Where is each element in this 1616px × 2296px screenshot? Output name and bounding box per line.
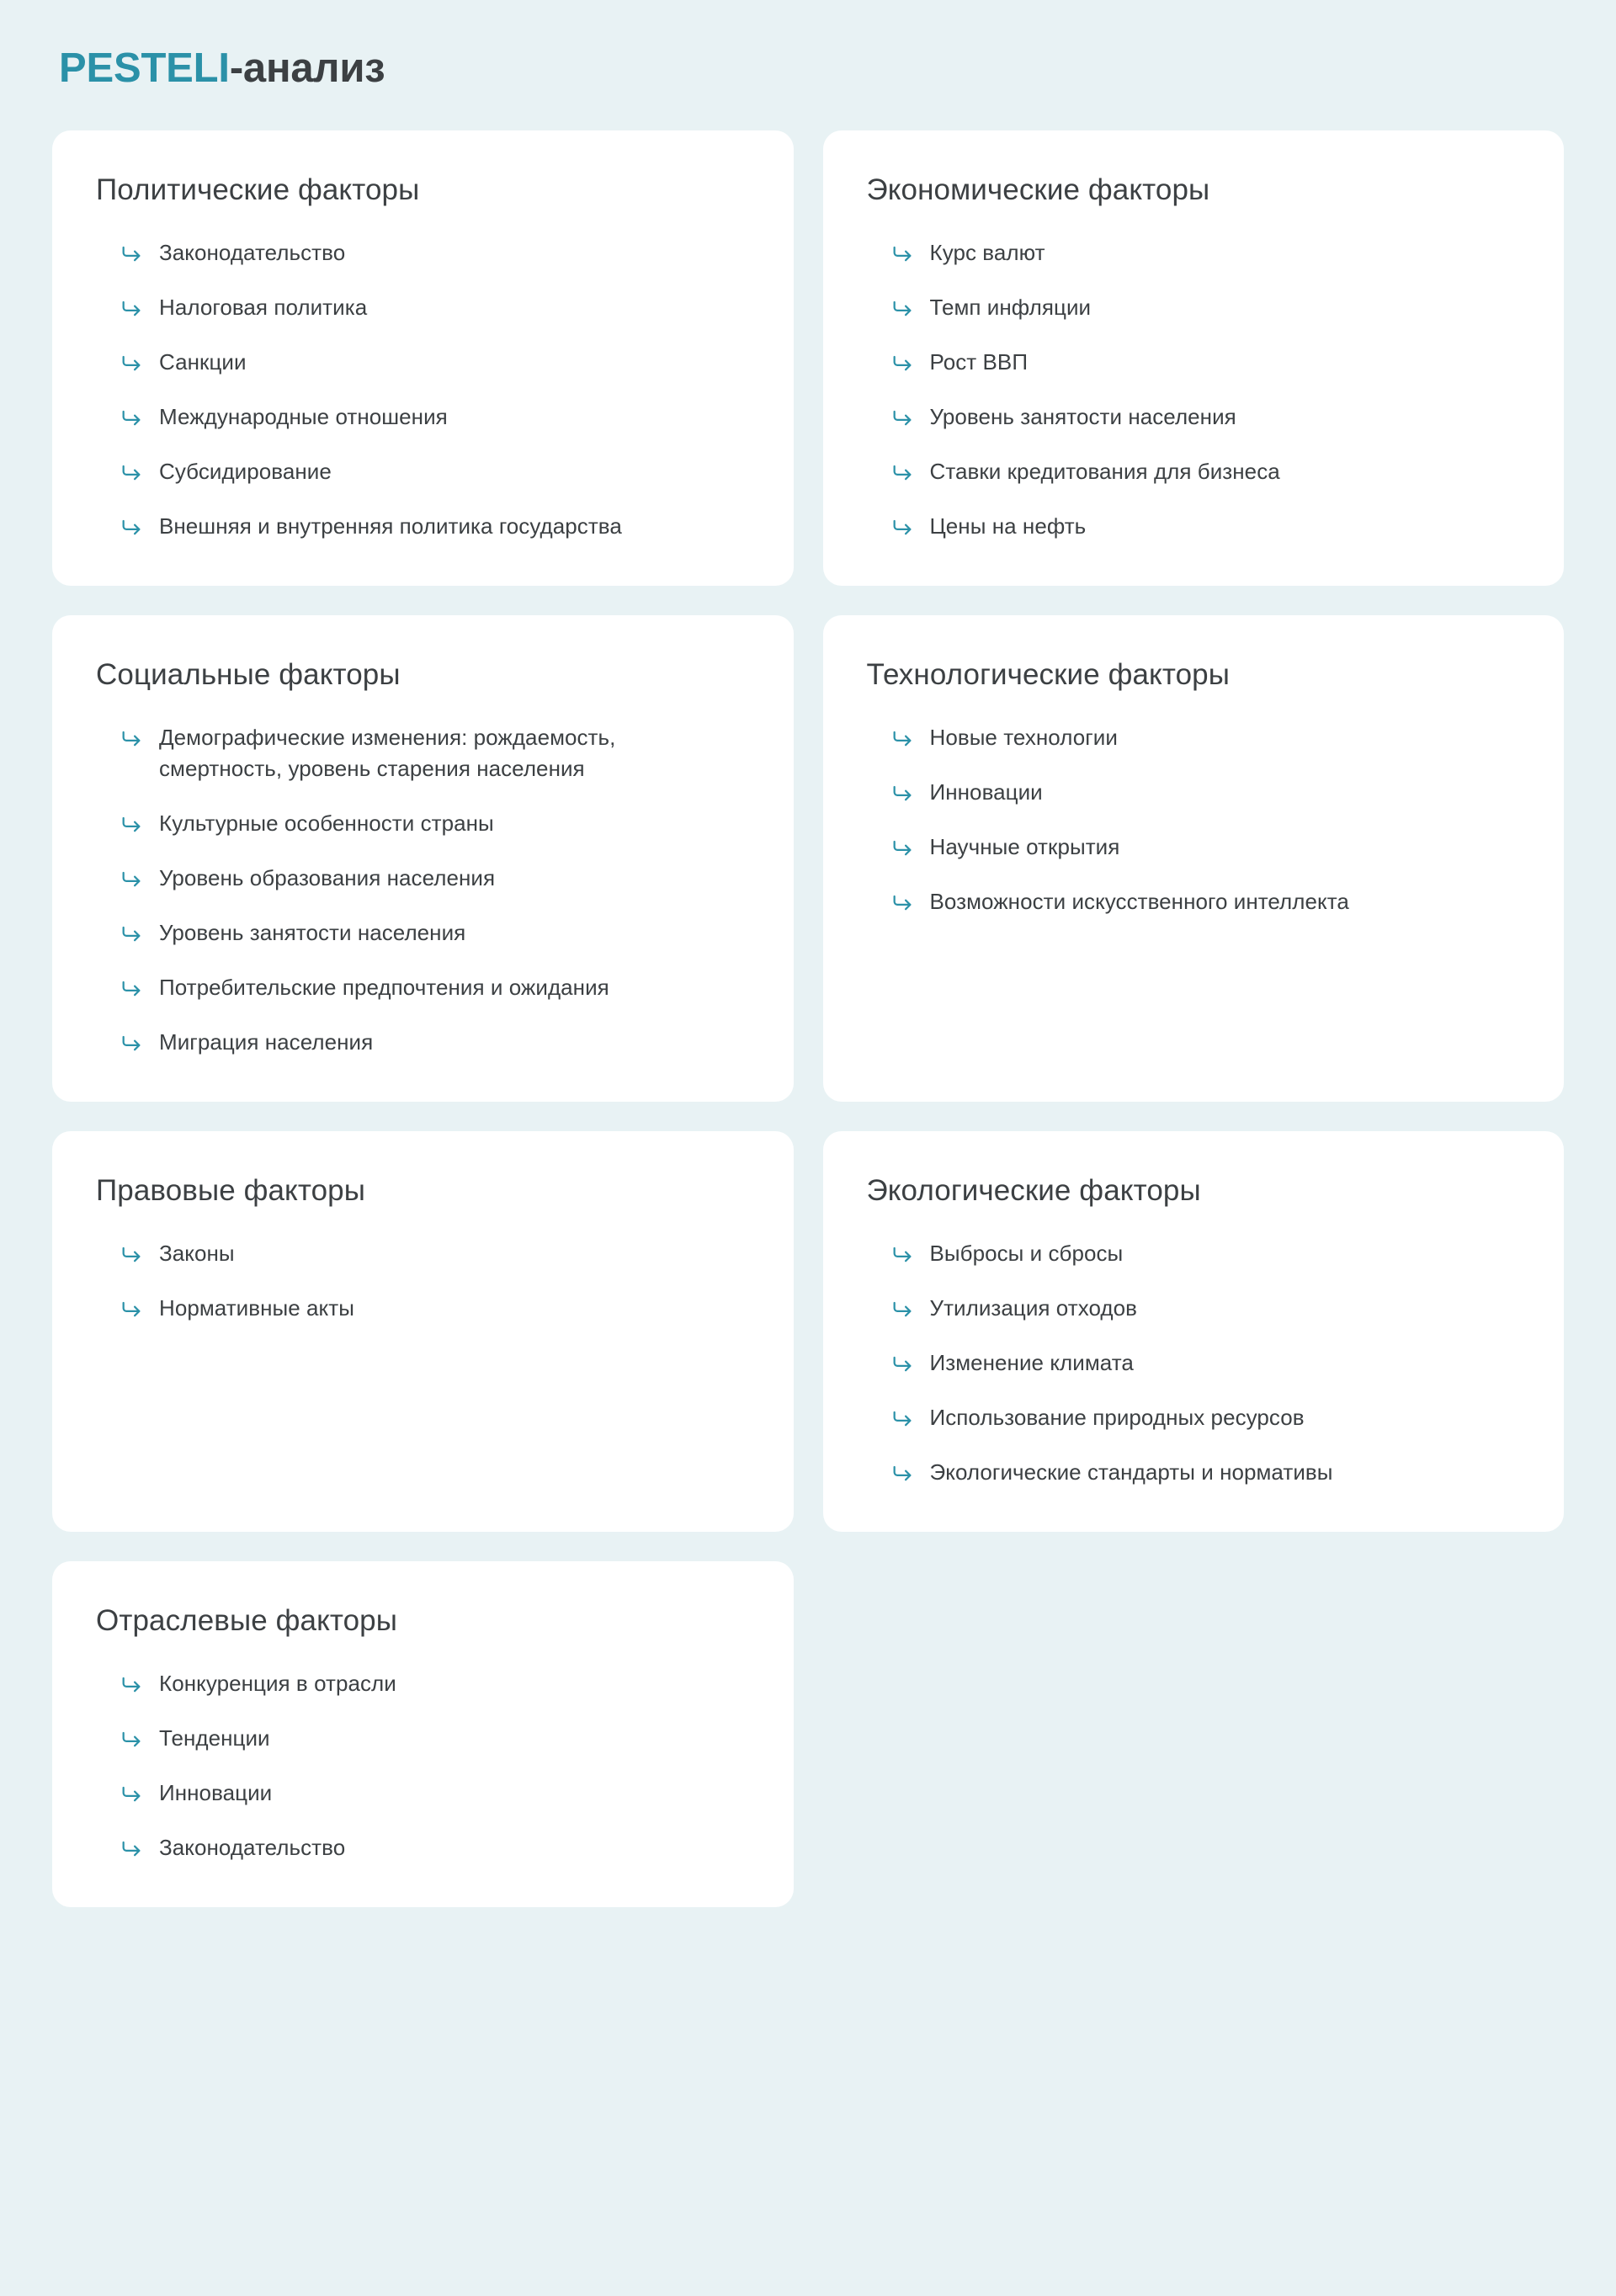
factor-list-technological xyxy=(867,722,1521,917)
factor-card-title-technological: Технологические факторы xyxy=(866,657,1230,691)
arrow-turn-down-right-icon xyxy=(890,1406,914,1430)
factor-card-industry xyxy=(52,1561,794,1907)
arrow-turn-down-right-icon xyxy=(890,460,914,484)
factor-list-item-ecological-4 xyxy=(890,1457,1521,1488)
factor-list-item-ecological-1 xyxy=(890,1293,1521,1324)
factor-list-item-label-technological-0: Новые технологии xyxy=(929,725,1118,751)
factor-list-item-technological-0 xyxy=(890,722,1521,753)
arrow-turn-down-right-icon xyxy=(890,242,914,265)
factor-cards-grid xyxy=(52,130,1564,1907)
arrow-turn-down-right-icon xyxy=(890,1461,914,1485)
factor-list-item-label-legal-0: Законы xyxy=(159,1241,235,1267)
factor-list-item-economic-0 xyxy=(890,237,1521,268)
factor-list-item-industry-0 xyxy=(120,1668,750,1699)
arrow-turn-down-right-icon xyxy=(890,515,914,539)
factor-list-item-label-ecological-0: Выбросы и сбросы xyxy=(929,1241,1124,1267)
factor-list-item-ecological-0 xyxy=(890,1238,1521,1269)
factor-list-item-label-social-1: Культурные особенности страны xyxy=(159,811,494,837)
factor-card-title-legal: Правовые факторы xyxy=(96,1173,365,1207)
factor-list-item-industry-3 xyxy=(120,1832,750,1863)
arrow-turn-down-right-icon xyxy=(120,460,143,484)
factor-card-title-economic: Экономические факторы xyxy=(866,173,1210,206)
factor-list-item-label-social-0: Демографические изменения: рождаемость, смертность, уровень старения населения xyxy=(159,725,616,782)
factor-list-item-label-social-3: Уровень занятости населения xyxy=(159,919,466,945)
factor-list-item-label-technological-1: Инновации xyxy=(929,779,1043,805)
factor-list-item-label-economic-0: Курс валют xyxy=(929,240,1045,266)
factor-list-item-industry-2 xyxy=(120,1778,750,1809)
arrow-turn-down-right-icon xyxy=(890,781,914,805)
arrow-turn-down-right-icon xyxy=(120,976,143,1000)
factor-list-item-label-ecological-4: Экологические стандарты и нормативы xyxy=(929,1459,1333,1485)
factor-list-item-economic-5 xyxy=(890,511,1521,542)
arrow-turn-down-right-icon xyxy=(890,1297,914,1321)
factor-card-title-social: Социальные факторы xyxy=(96,657,401,691)
factor-list-economic xyxy=(867,237,1521,541)
factor-list-item-technological-2 xyxy=(890,832,1521,863)
factor-list-item-label-social-4: Потребительские предпочтения и ожидания xyxy=(159,974,609,1000)
arrow-turn-down-right-icon xyxy=(120,296,143,320)
factor-list-item-social-5 xyxy=(120,1027,750,1058)
arrow-turn-down-right-icon xyxy=(120,351,143,375)
arrow-turn-down-right-icon xyxy=(120,812,143,836)
page-title-brand: PESTELI xyxy=(59,45,230,91)
factor-list-item-economic-4 xyxy=(890,456,1521,487)
factor-list-social xyxy=(96,722,750,1057)
factor-list-item-social-4 xyxy=(120,972,750,1003)
arrow-turn-down-right-icon xyxy=(890,836,914,859)
factor-list-item-label-legal-1: Нормативные акты xyxy=(159,1294,354,1321)
arrow-turn-down-right-icon xyxy=(120,1672,143,1696)
arrow-turn-down-right-icon xyxy=(890,406,914,429)
factor-list-item-political-2 xyxy=(120,347,750,378)
arrow-turn-down-right-icon xyxy=(120,726,143,750)
factor-list-item-economic-1 xyxy=(890,292,1521,323)
arrow-turn-down-right-icon xyxy=(890,1242,914,1266)
factor-list-item-label-political-3: Международные отношения xyxy=(159,404,448,430)
factor-card-title-industry: Отраслевые факторы xyxy=(96,1603,398,1637)
factor-card-title-ecological: Экологические факторы xyxy=(866,1173,1201,1207)
factor-list-item-label-political-2: Санкции xyxy=(159,349,247,375)
factor-list-item-label-economic-3: Уровень занятости населения xyxy=(929,404,1236,430)
factor-list-item-legal-1 xyxy=(120,1293,750,1324)
factor-list-item-label-economic-4: Ставки кредитования для бизнеса xyxy=(929,458,1280,484)
factor-list-item-political-0 xyxy=(120,237,750,268)
arrow-turn-down-right-icon xyxy=(120,515,143,539)
arrow-turn-down-right-icon xyxy=(120,1727,143,1751)
factor-list-item-legal-0 xyxy=(120,1238,750,1269)
page-title-suffix: -анализ xyxy=(229,45,385,91)
factor-list-item-label-industry-3: Законодательство xyxy=(159,1834,346,1860)
factor-list-item-economic-2 xyxy=(890,347,1521,378)
arrow-turn-down-right-icon xyxy=(120,1836,143,1860)
factor-list-item-label-ecological-2: Изменение климата xyxy=(929,1349,1134,1375)
factor-list-legal xyxy=(96,1238,750,1324)
factor-list-item-label-economic-2: Рост ВВП xyxy=(929,349,1029,375)
arrow-turn-down-right-icon xyxy=(120,1297,143,1321)
page-title xyxy=(52,0,1564,130)
factor-card-technological xyxy=(823,615,1565,1102)
factor-card-legal xyxy=(52,1131,794,1532)
factor-list-item-economic-3 xyxy=(890,401,1521,433)
factor-list-ecological xyxy=(867,1238,1521,1488)
factor-list-item-political-4 xyxy=(120,456,750,487)
factor-list-item-social-3 xyxy=(120,917,750,949)
factor-list-item-ecological-2 xyxy=(890,1347,1521,1379)
arrow-turn-down-right-icon xyxy=(120,406,143,429)
factor-list-item-label-industry-2: Инновации xyxy=(159,1779,273,1805)
arrow-turn-down-right-icon xyxy=(890,1352,914,1375)
factor-list-item-label-economic-1: Темп инфляции xyxy=(929,295,1092,321)
arrow-turn-down-right-icon xyxy=(120,922,143,945)
factor-list-item-label-political-5: Внешняя и внутренняя политика государства xyxy=(159,513,622,539)
factor-list-item-label-political-0: Законодательство xyxy=(159,240,346,266)
arrow-turn-down-right-icon xyxy=(890,890,914,914)
factor-list-item-technological-1 xyxy=(890,777,1521,808)
arrow-turn-down-right-icon xyxy=(120,242,143,265)
factor-list-item-social-2 xyxy=(120,863,750,894)
arrow-turn-down-right-icon xyxy=(890,726,914,750)
factor-list-item-label-ecological-3: Использование природных ресурсов xyxy=(929,1404,1305,1430)
arrow-turn-down-right-icon xyxy=(890,296,914,320)
factor-list-item-label-political-4: Субсидирование xyxy=(159,458,332,484)
factor-list-item-label-technological-3: Возможности искусственного интеллекта xyxy=(929,888,1349,914)
factor-list-item-social-0 xyxy=(120,722,750,784)
arrow-turn-down-right-icon xyxy=(120,1782,143,1805)
factor-list-item-ecological-3 xyxy=(890,1402,1521,1433)
factor-list-item-technological-3 xyxy=(890,886,1521,917)
arrow-turn-down-right-icon xyxy=(120,1031,143,1055)
factor-list-item-label-ecological-1: Утилизация отходов xyxy=(929,1294,1137,1321)
factor-card-economic xyxy=(823,130,1565,586)
factor-list-item-political-3 xyxy=(120,401,750,433)
factor-list-item-social-1 xyxy=(120,808,750,839)
factor-list-item-label-political-1: Налоговая политика xyxy=(159,295,368,321)
factor-list-item-label-economic-5: Цены на нефть xyxy=(929,513,1087,539)
arrow-turn-down-right-icon xyxy=(120,867,143,890)
factor-list-item-label-industry-1: Тенденции xyxy=(159,1725,270,1751)
factor-list-industry xyxy=(96,1668,750,1863)
arrow-turn-down-right-icon xyxy=(120,1242,143,1266)
factor-list-item-political-1 xyxy=(120,292,750,323)
factor-list-item-label-social-2: Уровень образования населения xyxy=(159,864,496,890)
factor-card-social xyxy=(52,615,794,1102)
factor-list-item-label-industry-0: Конкуренция в отрасли xyxy=(159,1671,396,1697)
factor-list-item-political-5 xyxy=(120,511,750,542)
factor-card-political xyxy=(52,130,794,586)
factor-card-title-political: Политические факторы xyxy=(96,173,420,206)
factor-list-item-label-social-5: Миграция населения xyxy=(159,1028,374,1055)
factor-card-ecological xyxy=(823,1131,1565,1532)
factor-list-item-industry-1 xyxy=(120,1723,750,1754)
arrow-turn-down-right-icon xyxy=(890,351,914,375)
factor-list-item-label-technological-2: Научные открытия xyxy=(929,834,1120,860)
factor-list-political xyxy=(96,237,750,541)
